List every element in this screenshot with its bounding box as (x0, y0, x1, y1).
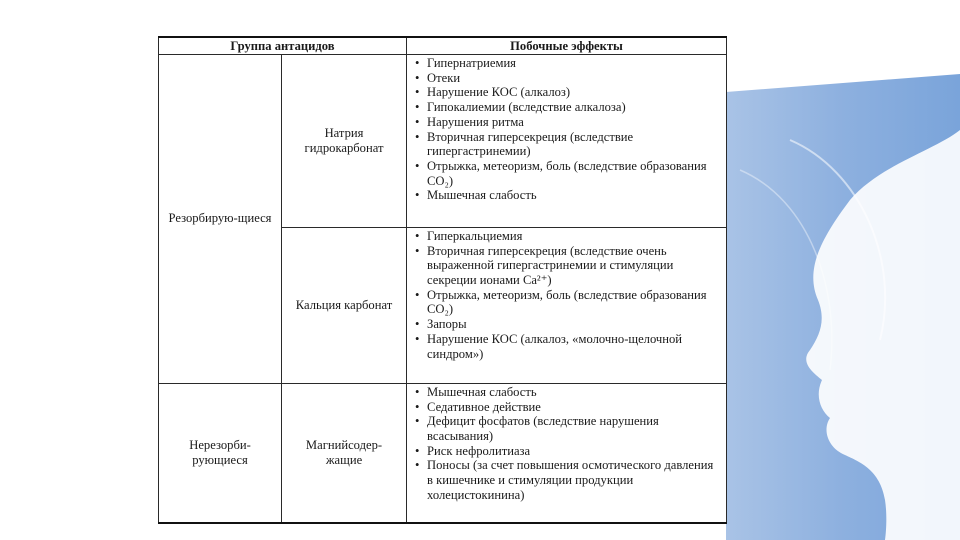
effect-item: • Мышечная слабость (415, 188, 720, 203)
drug-sodium-bicarbonate: Натрия гидрокарбонат (282, 55, 407, 228)
effect-item: • Поносы (за счет повышения осмотического давления в кишечнике и стимуляции продукции холецистокинина) (415, 458, 720, 502)
effect-item: • Отрыжка, метеоризм, боль (вследствие образования CO₂) (415, 288, 720, 317)
antacids-side-effects-table (158, 36, 727, 524)
effect-item: • Дефицит фосфатов (вследствие нарушения всасывания) (415, 414, 720, 443)
antacids-table-container (158, 36, 726, 524)
effect-item: • Вторичная гиперсекреция (вследствие гипергастринемии) (415, 130, 720, 159)
header-side-effects: Побочные эффекты (407, 37, 727, 55)
effects-magnesium-containing (407, 383, 727, 523)
table-row (159, 383, 727, 523)
drug-magnesium-containing: Магнийсодер-жащие (282, 383, 407, 523)
effect-item: • Седативное действие (415, 400, 720, 415)
group-nonresorbable: Нерезорби-рующиеся (159, 383, 282, 523)
effects-sodium-bicarbonate (407, 55, 727, 228)
effect-item: • Мышечная слабость (415, 385, 720, 400)
effect-item: • Отрыжка, метеоризм, боль (вследствие образования CO₂) (415, 159, 720, 188)
effect-item: • Нарушение КОС (алкалоз) (415, 85, 720, 100)
effects-calcium-carbonate (407, 227, 727, 383)
effect-item: • Отеки (415, 71, 720, 86)
effect-item: • Гипернатриемия (415, 56, 720, 71)
effect-item: • Нарушение КОС (алкалоз, «молочно-щелочной синдром») (415, 332, 720, 361)
effect-item: • Запоры (415, 317, 720, 332)
table-row (159, 55, 727, 228)
effect-item: • Гипокалиемии (вследствие алкалоза) (415, 100, 720, 115)
effect-item: • Нарушения ритма (415, 115, 720, 130)
effect-item: • Риск нефролитиаза (415, 444, 720, 459)
effect-item: • Вторичная гиперсекреция (вследствие очень выраженной гипергастринемии и стимуляции секреции ионами Ca²⁺) (415, 244, 720, 288)
effect-item: • Гиперкальциемия (415, 229, 720, 244)
group-resorbable: Резорбирую-щиеся (159, 55, 282, 384)
header-antacid-group: Группа антацидов (159, 37, 407, 55)
drug-calcium-carbonate: Кальция карбонат (282, 227, 407, 383)
